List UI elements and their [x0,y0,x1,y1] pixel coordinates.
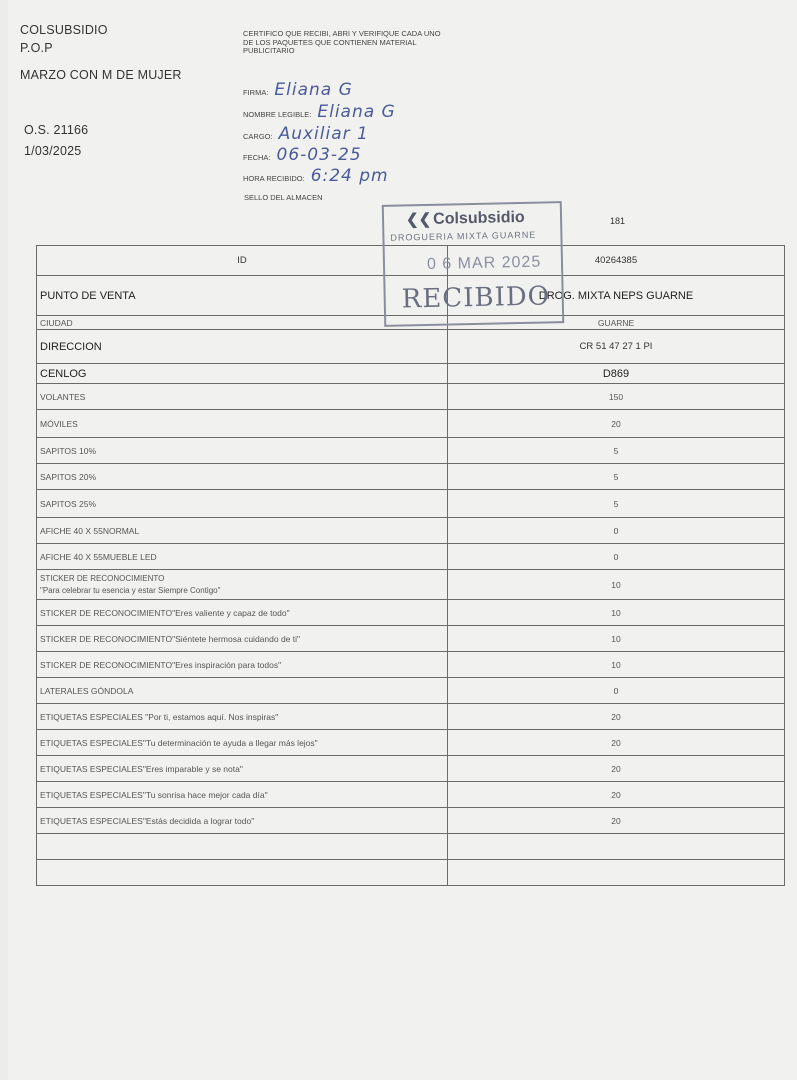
row-value: 10 [448,626,785,652]
row-value: 10 [448,600,785,626]
company-name: COLSUBSIDIO [20,23,108,37]
hora-value: 6:24 pm [310,166,389,186]
row-value: 0 [448,544,785,570]
row-value: 5 [448,464,785,490]
row-label: ID [37,246,448,276]
row-label: SAPITOS 10% [37,438,448,464]
pop-label: P.O.P [20,41,53,55]
warehouse-stamp [382,201,565,327]
nombre-value: Eliana G [317,102,396,122]
order-number: O.S. 21166 [24,123,89,137]
stamp-brand-text: Colsubsidio [433,208,525,228]
firma-row [243,80,353,100]
row-value: 150 [448,384,785,410]
row-label: STICKER DE RECONOCIMIENTO [40,573,165,583]
row-label: VOLANTES [37,384,448,410]
row-label: ETIQUETAS ESPECIALES"Tu determinación te ayuda a llegar más lejos" [37,730,448,756]
table-row [37,490,785,518]
row-value: 0 [448,518,785,544]
row-label: CENLOG [37,364,448,384]
table-row [37,808,785,834]
table-row [37,600,785,626]
row-label: ETIQUETAS ESPECIALES"Tu sonrisa hace mejor cada día" [37,782,448,808]
row-label: STICKER DE RECONOCIMIENTO"Eres valiente y capaz de todo" [37,600,448,626]
row-value: 10 [448,570,785,600]
fecha-row [243,145,362,165]
table-row [37,544,785,570]
table-row [37,518,785,544]
row-label: STICKER DE RECONOCIMIENTO"Eres inspiración para todos" [37,652,448,678]
row-label: ETIQUETAS ESPECIALES"Estás decidida a lograr todo" [37,808,448,834]
cargo-row [243,124,369,144]
table-row [37,834,785,860]
stamp-subtitle: DROGUERIA MIXTA GUARNE [390,229,537,243]
nombre-label: NOMBRE LEGIBLE: [243,110,312,119]
nombre-row [243,102,396,122]
row-label: STICKER DE RECONOCIMIENTO"Siéntete hermosa cuidando de ti" [37,626,448,652]
row-label: AFICHE 40 X 55NORMAL [37,518,448,544]
row-value: DROG. MIXTA NEPS GUARNE [448,276,785,316]
row-value: 20 [448,730,785,756]
row-value: 0 [448,678,785,704]
row-label [37,860,448,886]
table-row [37,730,785,756]
table-row [37,330,785,364]
reference-number: 181 [610,216,626,226]
campaign-name: MARZO CON M DE MUJER [20,68,182,82]
colsubsidio-logo-icon: ❮❮ [405,210,432,229]
table-row [37,704,785,730]
table-row [37,570,785,600]
order-date: 1/03/2025 [24,144,82,158]
table-row [37,678,785,704]
stamp-received: RECIBIDO [401,281,551,315]
row-value [448,834,785,860]
row-label: PUNTO DE VENTA [37,276,448,316]
row-label: AFICHE 40 X 55MUEBLE LED [37,544,448,570]
row-value: GUARNE [448,316,785,330]
row-value: 20 [448,782,785,808]
table-row [37,364,785,384]
hora-row [243,166,389,186]
row-label [37,834,448,860]
table-row [37,756,785,782]
row-label: ETIQUETAS ESPECIALES"Eres imparable y se nota" [37,756,448,782]
table-row [37,860,785,886]
stamp-brand [406,208,525,229]
row-label: SAPITOS 20% [37,464,448,490]
row-value: 40264385 [448,246,785,276]
table-row [37,464,785,490]
row-value: D869 [448,364,785,384]
row-label-quote: "Para celebrar tu esencia y estar Siempre Contigo" [40,585,221,595]
certificate-statement: CERTIFICO QUE RECIBI, ABRI Y VERIFIQUE CADA UNO DE LOS PAQUETES QUE CONTIENEN MATERIAL PUBLICITARIO [243,29,441,55]
table-row [37,782,785,808]
row-value: CR 51 47 27 1 PI [448,330,785,364]
row-label: ETIQUETAS ESPECIALES "Por ti, estamos aquí. Nos inspiras" [37,704,448,730]
firma-label: FIRMA: [243,88,269,97]
row-label: CIUDAD [37,316,448,330]
row-label: LATERALES GÓNDOLA [37,678,448,704]
stamp-date: 0 6 MAR 2025 [426,253,542,273]
row-value: 20 [448,410,785,438]
row-value: 20 [448,756,785,782]
row-label: MÓVILES [37,410,448,438]
fecha-value: 06-03-25 [276,145,362,165]
sello-label: SELLO DEL ALMACEN [244,193,323,202]
row-value [448,860,785,886]
table-row [37,626,785,652]
firma-signature: Eliana G [274,80,353,100]
cargo-value: Auxiliar 1 [278,124,369,144]
materials-table [36,245,785,886]
row-value: 10 [448,652,785,678]
row-value: 20 [448,808,785,834]
row-value: 5 [448,490,785,518]
hora-label: HORA RECIBIDO: [243,174,305,183]
fecha-label: FECHA: [243,153,271,162]
row-label-multiline [37,570,448,600]
row-value: 20 [448,704,785,730]
row-label: DIRECCION [37,330,448,364]
table-row [37,410,785,438]
cargo-label: CARGO: [243,132,273,141]
table-row [37,438,785,464]
row-value: 5 [448,438,785,464]
table-row [37,384,785,410]
row-label: SAPITOS 25% [37,490,448,518]
table-row [37,652,785,678]
